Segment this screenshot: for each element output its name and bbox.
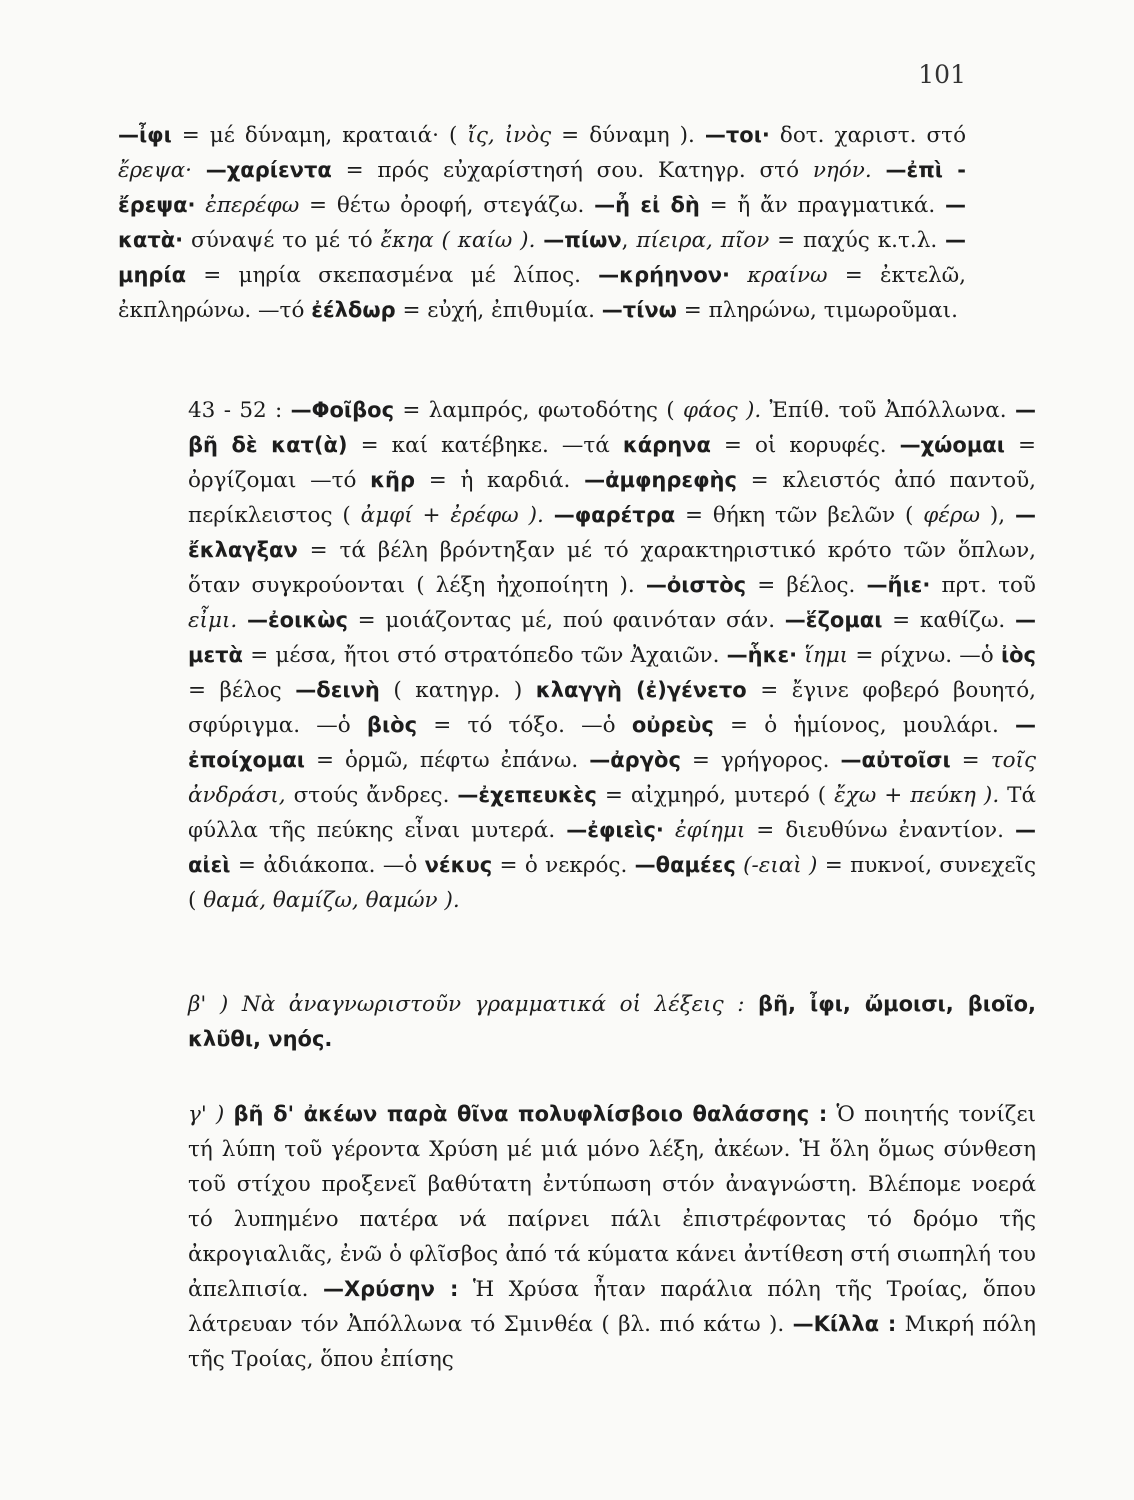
headword: βῆ, ἶφι, ὤμοισι, βιοῖο, κλῦθι, νηός. bbox=[188, 992, 1037, 1051]
body-text: = ἀδιάκοπα. —ὁ bbox=[230, 853, 425, 878]
body-text: = θήκη τῶν βελῶν ( bbox=[675, 503, 924, 528]
italic-text: θαμά, θαμίζω, θαμών ). bbox=[203, 888, 460, 913]
paragraph-glossary-1 bbox=[118, 118, 966, 328]
headword: —φαρέτρα bbox=[553, 503, 676, 527]
body-text: = εὐχή, ἐπιθυμία. bbox=[395, 298, 602, 323]
headword: —ἐπὶ - ἔρεψα· bbox=[118, 158, 966, 217]
italic-text: (-ειαὶ ) bbox=[743, 853, 818, 878]
italic-text: ἔκηα ( καίω ). bbox=[380, 228, 536, 253]
body-text bbox=[664, 818, 675, 843]
body-text: πρτ. τοῦ bbox=[930, 573, 1037, 598]
body-text bbox=[196, 193, 206, 218]
body-text: ( κατηγρ. ) bbox=[379, 678, 536, 703]
body-text: = bbox=[950, 748, 991, 773]
body-text bbox=[744, 992, 758, 1017]
italic-text: εἶμι. bbox=[188, 608, 238, 633]
body-text: Ὁ ποιητής τονίζει τή λύπη τοῦ γέροντα Χρύση μέ μιά μόνο λέξη, ἀκέων. Ἡ ὅλη ὅμως σύνθεση τοῦ στίχου προξενεῖ βαθύτατη ἐντύπωση στόν ἀναγνώστη. Βλέπομε νοερά τό λυπημένο πατέρα νά παίρνει πάλι ἐπιστρέφοντας τό δρόμο τῆς ἀκρογιαλιᾶς, ἐνῶ ὁ φλῖσβος ἀπό τά κύματα κάνει ἀντίθεση στή σιωπηλή του ἀπελπισία. bbox=[188, 1102, 1037, 1302]
body-text: Ἡ Χρύσα ἦταν παράλια πόλη τῆς Τροίας, ὅπου λάτρευαν τόν Ἀπόλλωνα τό Σμινθέα ( βλ. πιό κάτω ). bbox=[188, 1277, 1036, 1337]
headword: —ἐοικὼς bbox=[246, 608, 348, 632]
headword: νέκυς bbox=[424, 853, 493, 877]
body-text: = θέτω ὀροφή, στεγάζω. bbox=[299, 193, 595, 218]
body-text: = ὁ νεκρός. bbox=[492, 853, 635, 878]
body-text: = αἰχμηρό, μυτερό ( bbox=[596, 783, 835, 808]
headword: —χώομαι bbox=[899, 433, 1005, 457]
headword: —αὐτοῖσι bbox=[840, 748, 951, 772]
headword: —χαρίεντα bbox=[205, 158, 332, 182]
body-text: = ὁρμῶ, πέφτω ἐπάνω. bbox=[304, 748, 590, 773]
headword: —δεινὴ bbox=[295, 678, 380, 702]
page-number: 101 bbox=[918, 60, 966, 89]
headword: —βῆ δὲ κατ(ὰ) bbox=[188, 398, 1037, 457]
italic-text: ἐφίημι bbox=[674, 818, 746, 843]
body-text: = μοιάζοντας μέ, πού φαινόταν σάν. bbox=[347, 608, 785, 633]
headword: —ἦ εἰ δὴ bbox=[594, 193, 700, 217]
headword: —πίων bbox=[543, 228, 622, 252]
headword: κάρηνα bbox=[622, 433, 711, 457]
headword: —ἐποίχομαι bbox=[188, 713, 1036, 772]
body-text: = κλειστός ἀπό παντοῦ, περίκλειστος ( bbox=[188, 468, 1036, 528]
body-text bbox=[730, 263, 747, 288]
body-text: = βέλος bbox=[188, 678, 296, 703]
headword: —μετὰ bbox=[188, 608, 1036, 667]
headword: —ὀιστὸς bbox=[645, 573, 747, 597]
body-text: = ἐκτελῶ, ἐκπληρώνω. —τό bbox=[118, 263, 966, 323]
body-text: Μικρή πόλη τῆς Τροίας, ὅπου ἐπίσης bbox=[188, 1312, 1037, 1372]
body-text: = ἡ καρδιά. bbox=[415, 468, 585, 493]
body-text: = οἱ κορυφές. bbox=[710, 433, 900, 458]
headword: κῆρ bbox=[370, 468, 416, 492]
italic-text: ἔχω + πεύκη ). bbox=[834, 783, 1000, 808]
body-text bbox=[192, 158, 206, 183]
italic-text: ἴς, ἰνὸς bbox=[467, 123, 552, 148]
body-text: Τά φύλλα τῆς πεύκης εἶναι μυτερά. bbox=[188, 783, 1037, 843]
headword: —ἕζομαι bbox=[784, 608, 883, 632]
italic-text: φέρω bbox=[923, 503, 981, 528]
body-text: = διευθύνω ἐναντίον. bbox=[745, 818, 1015, 843]
body-text: = ὁ ἡμίονος, μουλάρι. bbox=[713, 713, 1015, 738]
paragraph-glossary-43-52 bbox=[118, 393, 1036, 918]
italic-text: πίειρα, πῖον bbox=[636, 228, 770, 253]
body-text bbox=[872, 158, 886, 183]
headword: —τοι· bbox=[704, 123, 770, 147]
headword: —κρήηνον· bbox=[598, 263, 731, 287]
body-text: = καθίζω. bbox=[882, 608, 1015, 633]
body-text: = πρός εὐχαρίστησή σου. Κατηγρ. στό bbox=[331, 158, 813, 183]
headword: ἐέλδωρ bbox=[311, 298, 396, 322]
body-text: = μέ δύναμη, κραταιά· ( bbox=[171, 123, 468, 148]
headword: —ἀργὸς bbox=[589, 748, 681, 772]
headword: —Φοῖβος bbox=[290, 398, 395, 422]
body-text: 43 - 52 : bbox=[188, 398, 291, 423]
body-text: Ἐπίθ. τοῦ Ἀπόλλωνα. bbox=[761, 398, 1016, 423]
body-text: = λαμπρός, φωτοδότης ( bbox=[394, 398, 684, 423]
italic-text: τοῖς ἀνδράσι, bbox=[188, 748, 1037, 808]
body-text: = μηρία σκεπασμένα μέ λίπος. bbox=[186, 263, 599, 288]
headword: —τίνω bbox=[601, 298, 677, 322]
body-text: στούς ἄνδρες. bbox=[285, 783, 458, 808]
italic-text: ἐπερέφω bbox=[205, 193, 300, 218]
body-text: = τό τόξο. —ὁ bbox=[417, 713, 632, 738]
body-text: = βέλος. bbox=[746, 573, 867, 598]
headword: —ἐφιεὶς· bbox=[566, 818, 664, 842]
headword: κλαγγὴ (ἐ)γένετο bbox=[535, 678, 747, 702]
headword: —αἰεὶ bbox=[188, 818, 1036, 877]
headword: —ἧκε· bbox=[726, 643, 798, 667]
headword: —θαμέες bbox=[634, 853, 736, 877]
italic-text: ἀμφί + ἐρέφω ). bbox=[360, 503, 544, 528]
italic-text: νηόν. bbox=[812, 158, 872, 183]
body-text: = πληρώνω, τιμωροῦμαι. bbox=[676, 298, 958, 323]
body-text: = ρίχνω. —ὁ bbox=[848, 643, 1001, 668]
headword: οὐρεὺς bbox=[631, 713, 714, 737]
headword: —ἐχεπευκὲς bbox=[457, 783, 597, 807]
headword: —ἀμφηρεφὴς bbox=[584, 468, 737, 492]
body-text: = τά βέλη βρόντηξαν μέ τό χαρακτηριστικό κρότο τῶν ὅπλων, ὅταν συγκρούονται ( λέξη ἠχοποίητη ). bbox=[188, 538, 1036, 598]
headword: ἰὸς bbox=[1000, 643, 1036, 667]
body-text: = καί κατέβηκε. —τά bbox=[347, 433, 623, 458]
headword: —μηρία bbox=[118, 228, 967, 287]
body-text: = ὀργίζομαι —τό bbox=[188, 433, 1036, 493]
italic-text: ἔρεψα· bbox=[118, 158, 192, 183]
body-text: = ἤ ἄν πραγματικά. bbox=[699, 193, 945, 218]
italic-text: κραίνω bbox=[747, 263, 828, 288]
body-text bbox=[224, 1102, 233, 1127]
body-text: δοτ. χαριστ. στό bbox=[769, 123, 967, 148]
body-text: ), bbox=[980, 503, 1016, 528]
headword: βῆ δ' ἀκέων παρὰ θῖνα πολυφλίσβοιο θαλάσσης : bbox=[233, 1102, 828, 1126]
headword: —ἤιε· bbox=[866, 573, 931, 597]
paragraph-exercise-b bbox=[118, 987, 1036, 1057]
headword: βιὸς bbox=[366, 713, 418, 737]
body-text: = μέσα, ἤτοι στό στρατόπεδο τῶν Ἀχαιῶν. bbox=[242, 643, 727, 668]
body-text: σύναψέ το μέ τό bbox=[183, 228, 381, 253]
italic-text: β' ) Νὰ ἀναγνωριστοῦν γραμματικά οἱ λέξεις : bbox=[188, 992, 745, 1017]
italic-text: φάος ). bbox=[683, 398, 762, 423]
body-text: = ἔγινε φοβερό βουητό, σφύριγμα. —ὁ bbox=[188, 678, 1036, 738]
headword: —κατὰ· bbox=[118, 193, 966, 252]
italic-text: ἵημι bbox=[804, 643, 849, 668]
body-text: = γρήγορος. bbox=[680, 748, 841, 773]
paragraph-exercise-g bbox=[118, 1097, 1036, 1377]
body-text: = παχύς κ.τ.λ. bbox=[769, 228, 946, 253]
body-text: = δύναμη ). bbox=[551, 123, 705, 148]
body-text bbox=[544, 503, 554, 528]
italic-text: γ' ) bbox=[188, 1102, 225, 1127]
body-text: = πυκνοί, συνεχεῖς ( bbox=[188, 853, 1037, 913]
headword: —Χρύσην : bbox=[322, 1277, 459, 1301]
headword: —Κίλλα : bbox=[792, 1312, 897, 1336]
body-text: , bbox=[621, 228, 637, 253]
headword: —ἶφι bbox=[118, 123, 172, 147]
body-text bbox=[237, 608, 247, 633]
headword: —ἔκλαγξαν bbox=[188, 503, 1037, 562]
